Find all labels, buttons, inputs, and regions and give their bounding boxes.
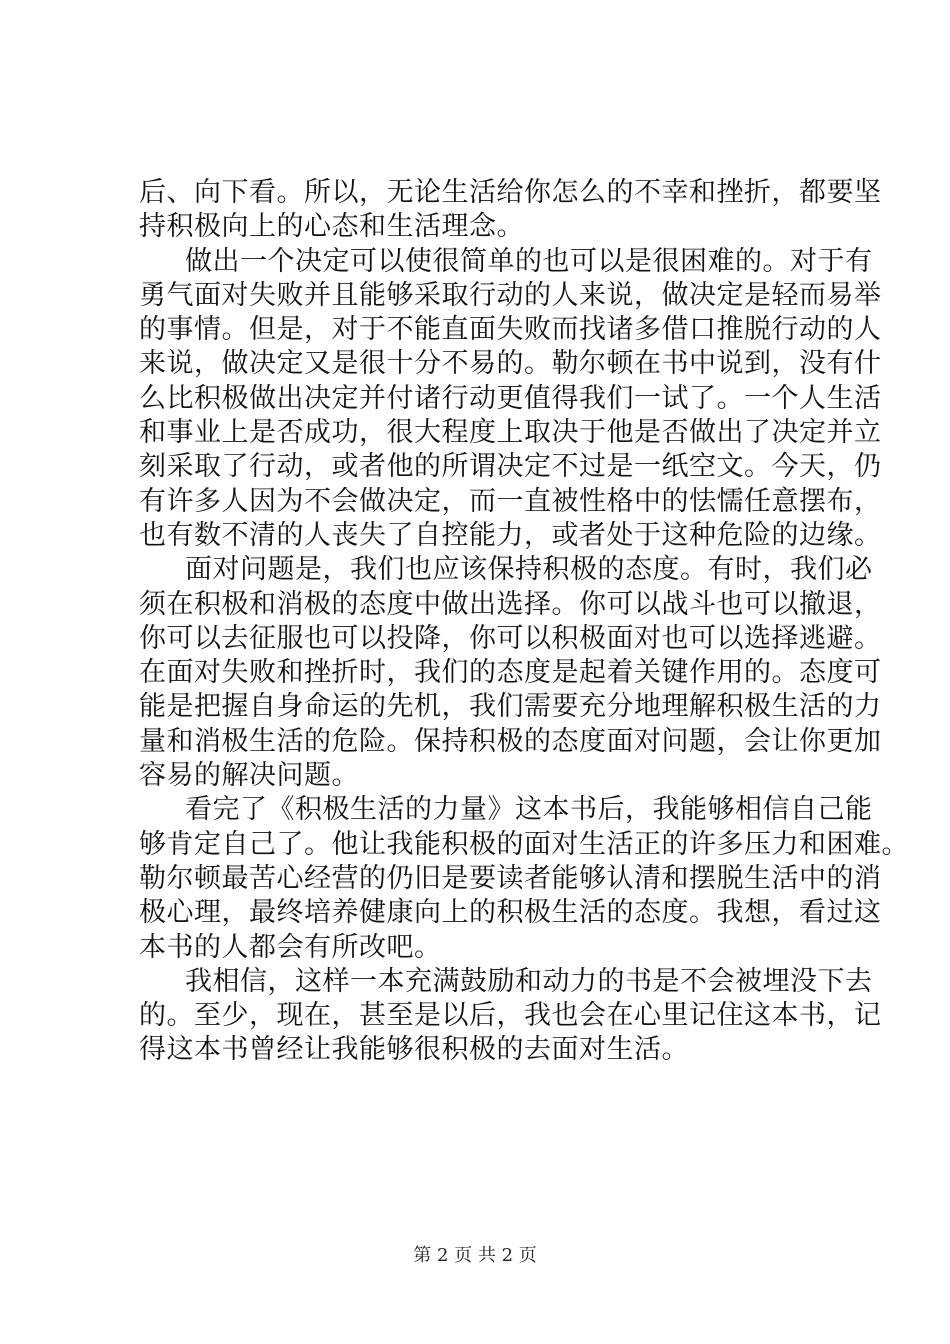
text-line: 也有数不清的人丧失了自控能力，或者处于这种危险的边缘。 bbox=[139, 519, 882, 551]
text-line: 须在积极和消极的态度中做出选择。你可以战斗也可以撤退， bbox=[139, 588, 882, 620]
text-line: 本书的人都会有所改吧。 bbox=[139, 931, 442, 963]
text-line: 持积极向上的心态和生活理念。 bbox=[139, 211, 524, 243]
text-line: 的事情。但是，对于不能直面失败而找诸多借口推脱行动的人 bbox=[139, 314, 882, 346]
text-line: 得这本书曾经让我能够很积极的去面对生活。 bbox=[139, 1034, 689, 1066]
paragraph-start-line: 面对问题是，我们也应该保持积极的态度。有时，我们必 bbox=[185, 554, 873, 586]
document-body bbox=[139, 176, 909, 1068]
text-line: 在面对失败和挫折时，我们的态度是起着关键作用的。态度可 bbox=[139, 657, 882, 689]
text-line: 能是把握自身命运的先机，我们需要充分地理解积极生活的力 bbox=[139, 691, 882, 723]
text-line: 你可以去征服也可以投降，你可以积极面对也可以选择逃避。 bbox=[139, 622, 882, 654]
text-line: 量和消极生活的危险。保持积极的态度面对问题，会让你更加 bbox=[139, 725, 882, 757]
paragraph-start-line: 看完了《积极生活的力量》这本书后，我能够相信自己能 bbox=[185, 794, 873, 826]
text-line: 勇气面对失败并且能够采取行动的人来说，做决定是轻而易举 bbox=[139, 279, 882, 311]
page-number-footer: 第 2 页 共 2 页 bbox=[413, 1245, 537, 1266]
paragraph-start-line: 我相信，这样一本充满鼓励和动力的书是不会被埋没下去 bbox=[185, 965, 873, 997]
text-line: 够肯定自己了。他让我能积极的面对生活正的许多压力和困难。 bbox=[139, 828, 909, 860]
text-line: 么比积极做出决定并付诸行动更值得我们一试了。一个人生活 bbox=[139, 382, 882, 414]
text-line: 极心理，最终培养健康向上的积极生活的态度。我想，看过这 bbox=[139, 897, 882, 929]
text-line: 刻采取了行动，或者他的所谓决定不过是一纸空文。今天，仍 bbox=[139, 451, 882, 483]
text-line: 后、向下看。所以，无论生活给你怎么的不幸和挫折，都要坚 bbox=[139, 177, 882, 208]
text-line: 勒尔顿最苦心经营的仍旧是要读者能够认清和摆脱生活中的消 bbox=[139, 862, 882, 894]
text-line: 有许多人因为不会做决定，而一直被性格中的怯懦任意摆布， bbox=[139, 485, 882, 517]
paragraph-start-line: 做出一个决定可以使很简单的也可以是很困难的。对于有 bbox=[185, 245, 873, 277]
text-line: 和事业上是否成功，很大程度上取决于他是否做出了决定并立 bbox=[139, 417, 882, 449]
text-line: 来说，做决定又是很十分不易的。勒尔顿在书中说到，没有什 bbox=[139, 348, 882, 380]
text-line: 的。至少，现在，甚至是以后，我也会在心里记住这本书，记 bbox=[139, 1000, 882, 1032]
text-line: 容易的解决问题。 bbox=[139, 760, 359, 792]
